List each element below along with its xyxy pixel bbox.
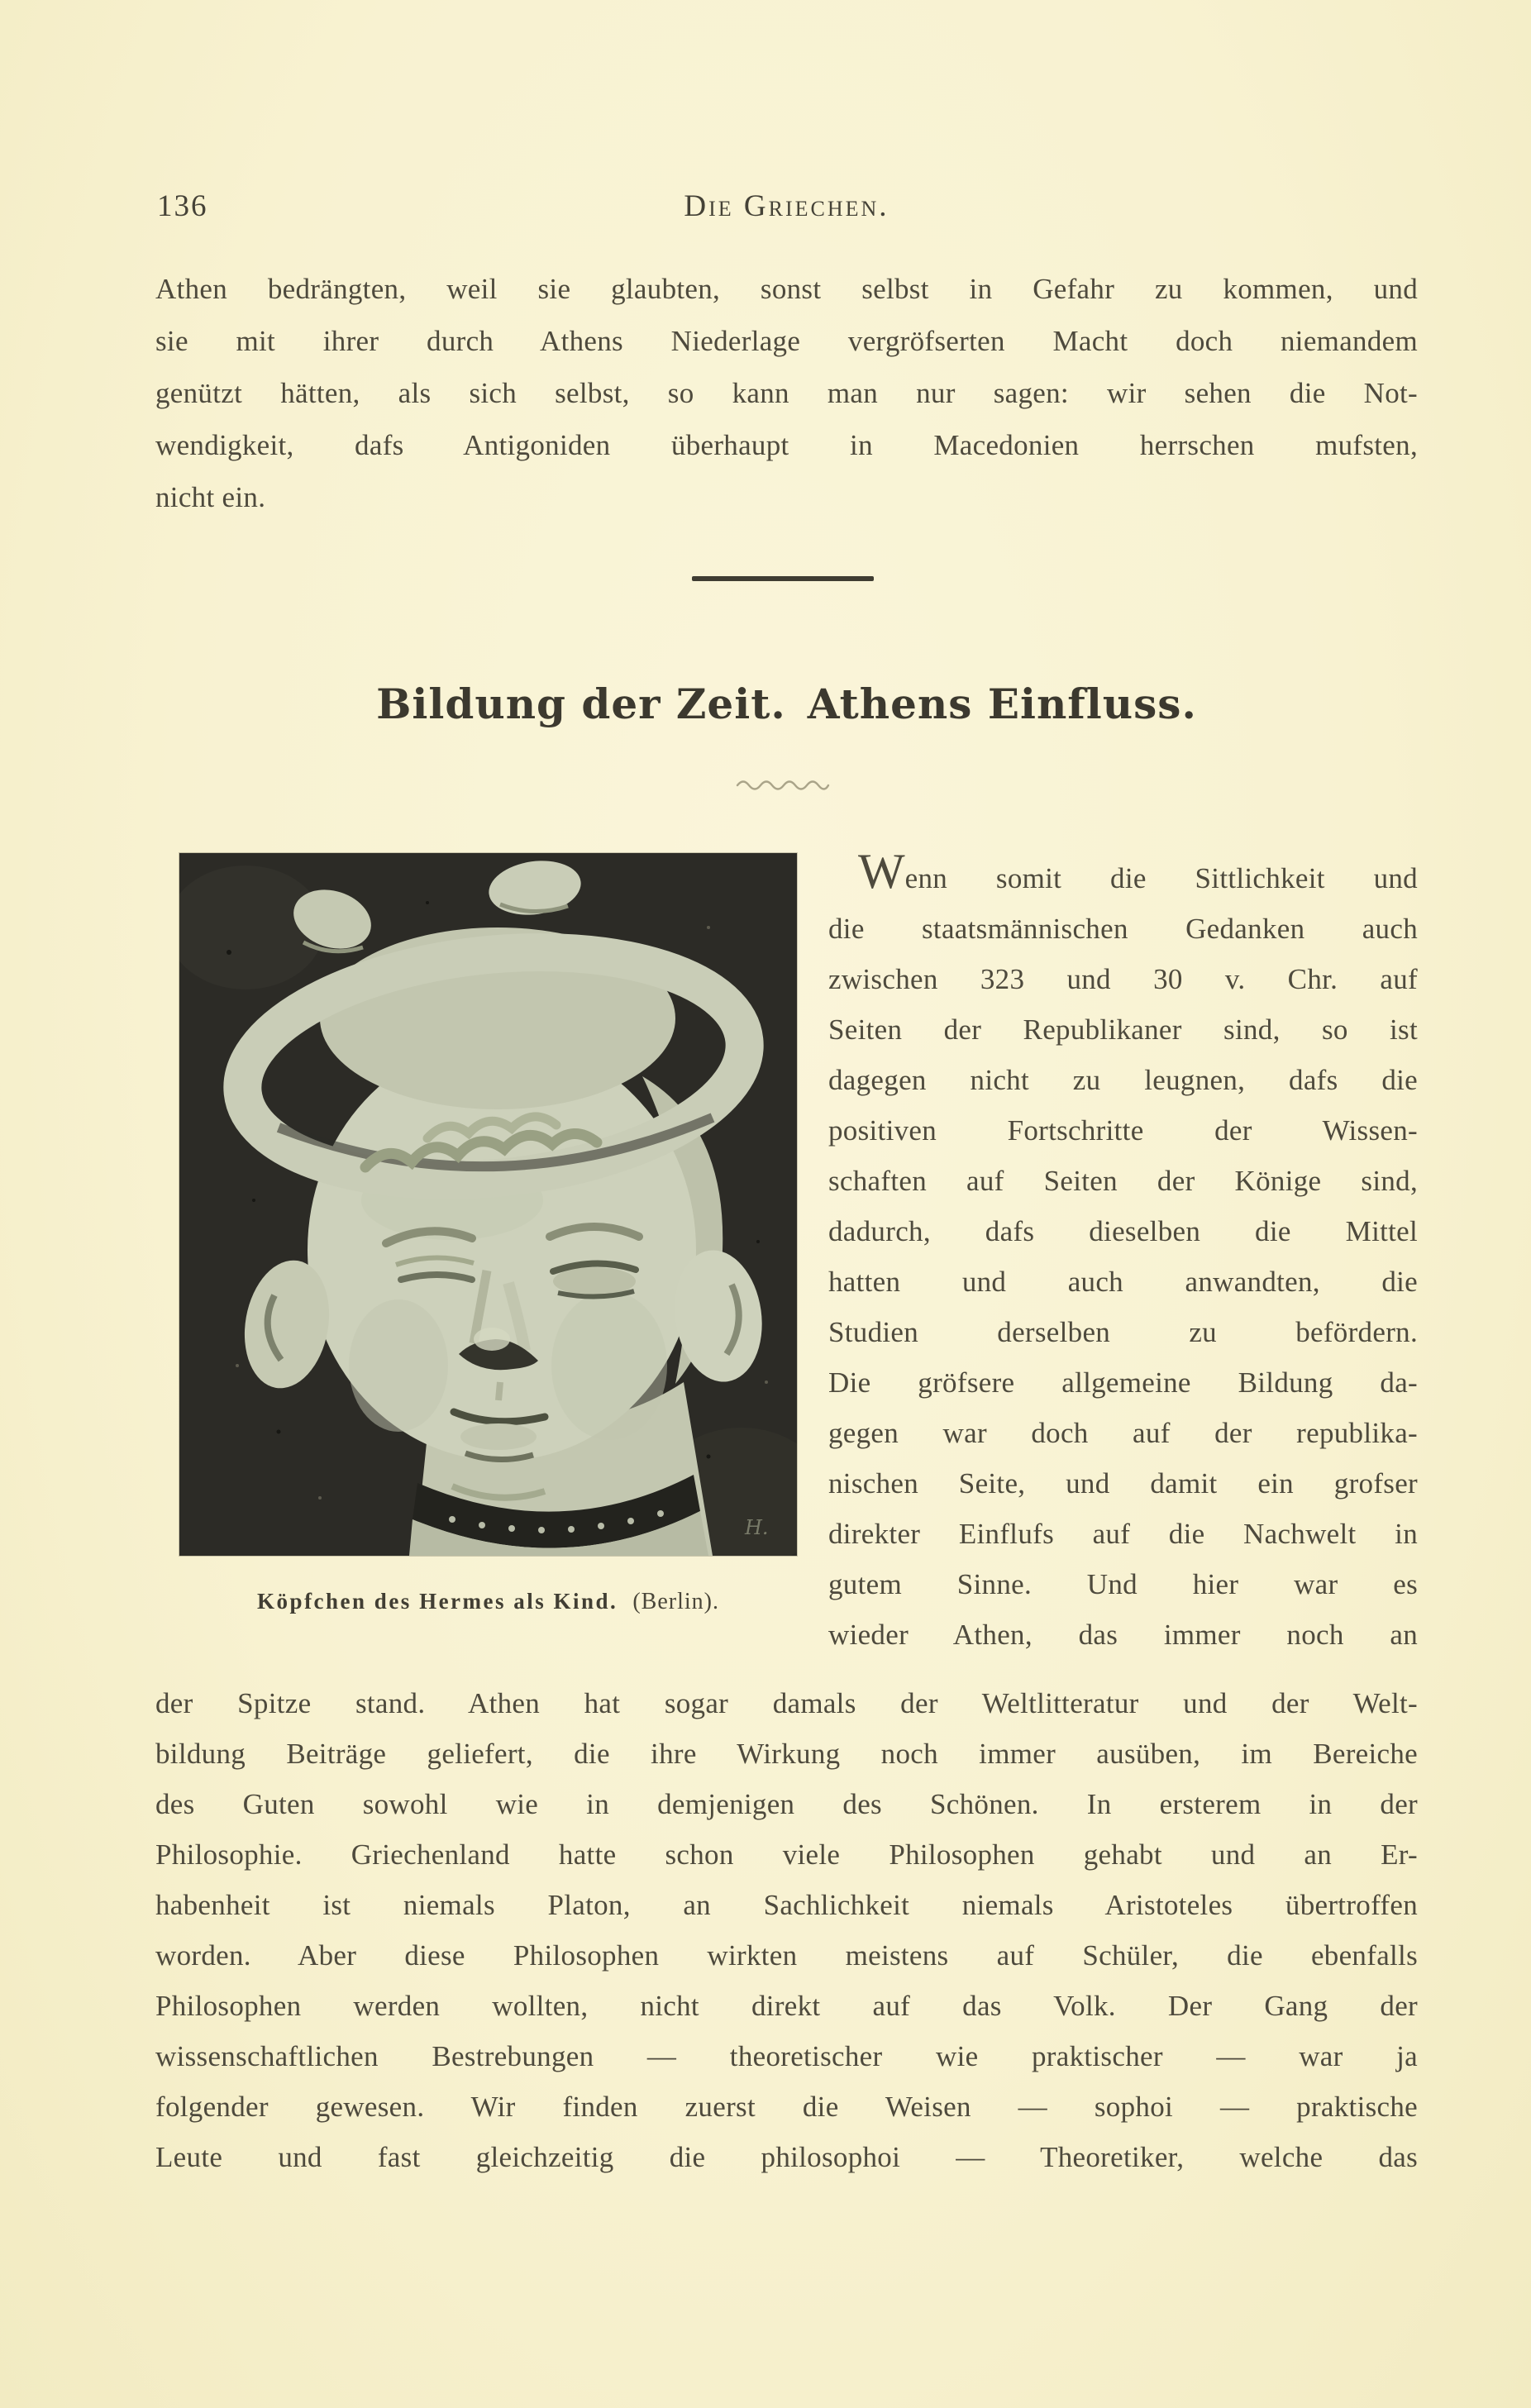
wrapped-text-column — [828, 844, 1418, 1660]
text-line: Philosophen werden wollten, nicht direkt auf das Volk. Der Gang der — [155, 1990, 1418, 2022]
text-line: folgender gewesen. Wir finden zuerst die Weisen — sophoi — praktische — [155, 2091, 1418, 2123]
hermes-sculpture-photo — [179, 853, 797, 1556]
text-line: bildung Beiträge geliefert, die ihre Wirkung noch immer ausüben, im Bereiche — [155, 1738, 1418, 1770]
section-heading — [155, 679, 1418, 728]
text-line: nischen Seite, und damit ein grofser — [828, 1467, 1418, 1500]
section-heading-part2: Athens Einfluss. — [807, 679, 1197, 728]
text-line: wieder Athen, das immer noch an — [828, 1619, 1418, 1651]
text-line: zwischen 323 und 30 v. Chr. auf — [828, 963, 1418, 995]
running-header: Die Griechen. — [684, 189, 890, 223]
text-line-with-initial — [828, 844, 1418, 904]
text-line: schaften auf Seiten der Könige sind, — [828, 1165, 1418, 1197]
text-line: wissenschaftlichen Bestrebungen — theoretischer wie praktischer — war ja — [155, 2040, 1418, 2072]
text-line: Studien derselben zu befördern. — [828, 1316, 1418, 1348]
figure-caption-text: Köpfchen des Hermes als Kind. — [257, 1589, 618, 1614]
wavy-ornament — [736, 775, 830, 792]
text-line: positiven Fortschritte der Wissen- — [828, 1114, 1418, 1147]
section-heading-part1: Bildung der Zeit. — [376, 679, 786, 728]
figure-caption-source: (Berlin). — [632, 1589, 719, 1614]
paragraph-continuation — [155, 1678, 1418, 2182]
drop-cap-initial: W — [858, 844, 905, 899]
text-line: gegen war doch auf der republika- — [828, 1417, 1418, 1449]
text-line: Leute und fast gleichzeitig die philosophoi — Theoretiker, welche das — [155, 2141, 1418, 2173]
text-line: direkter Einflufs auf die Nachwelt in — [828, 1518, 1418, 1550]
page-number: 136 — [157, 189, 208, 223]
photographer-mark: H. — [745, 1516, 769, 1539]
text-line: Philosophie. Griechenland hatte schon viele Philosophen gehabt und an Er- — [155, 1838, 1418, 1871]
text-line: Seiten der Republikaner sind, so ist — [828, 1013, 1418, 1046]
section-divider-rule — [692, 576, 874, 581]
text-line: habenheit ist niemals Platon, an Sachlichkeit niemals Aristoteles übertroffen — [155, 1889, 1418, 1921]
text-line: die staatsmännischen Gedanken auch — [828, 913, 1418, 945]
text-line: Athen bedrängten, weil sie glaubten, sonst selbst in Gefahr zu kommen, und — [155, 273, 1418, 305]
text-line: Die gröfsere allgemeine Bildung da- — [828, 1366, 1418, 1399]
text-line: des Guten sowohl wie in demjenigen des Schönen. In ersterem in der — [155, 1788, 1418, 1820]
text-line: dadurch, dafs dieselben die Mittel — [828, 1215, 1418, 1247]
text-after-initial: enn somit die Sittlichkeit und — [904, 862, 1418, 894]
text-line: dagegen nicht zu leugnen, dafs die — [828, 1064, 1418, 1096]
text-line: genützt hätten, als sich selbst, so kann man nur sagen: wir sehen die Not- — [155, 377, 1418, 409]
text-line: nicht ein. — [155, 481, 266, 513]
text-line: wendigkeit, dafs Antigoniden überhaupt in Macedonien herrschen mufsten, — [155, 429, 1418, 461]
text-line: worden. Aber diese Philosophen wirkten meistens auf Schüler, die ebenfalls — [155, 1939, 1418, 1972]
text-line: gutem Sinne. Und hier war es — [828, 1568, 1418, 1600]
text-line: sie mit ihrer durch Athens Niederlage vergröfserten Macht doch niemandem — [155, 325, 1418, 357]
figure-caption — [179, 1589, 797, 1615]
paragraph-intro — [155, 263, 1418, 523]
text-line: hatten und auch anwandten, die — [828, 1266, 1418, 1298]
text-line: der Spitze stand. Athen hat sogar damals der Weltlitteratur und der Welt- — [155, 1687, 1418, 1719]
